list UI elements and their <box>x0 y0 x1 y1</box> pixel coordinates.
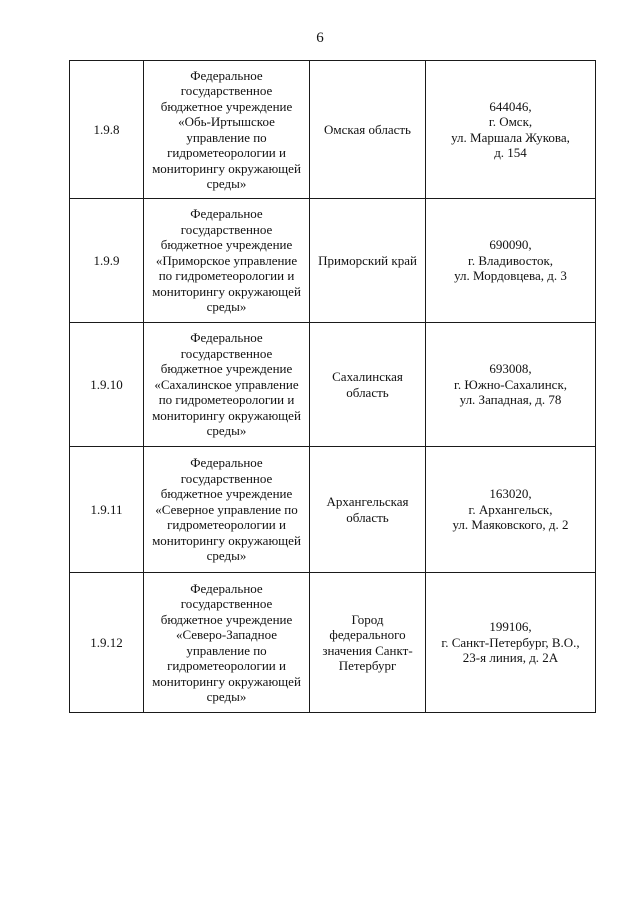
organization-line: гидрометеорологии и <box>167 517 286 533</box>
table-row <box>70 447 596 573</box>
address-cell <box>426 447 596 573</box>
address-line: г. Омск, <box>488 114 533 129</box>
organization-line: гидрометеорологии и <box>167 658 286 673</box>
row-number-cell: 1.9.11 <box>70 447 144 573</box>
region-line: область <box>346 384 389 400</box>
organization-line: государственное <box>180 221 273 237</box>
region-line: Приморский край <box>318 252 417 268</box>
organization-cell <box>144 61 310 199</box>
address-line: 23-я линия, д. 2А <box>462 650 559 666</box>
organization-line: Федеральное <box>190 330 263 346</box>
address-line: г. Санкт-Петербург, В.О., <box>441 634 580 650</box>
address-line: ул. Западная, д. 78 <box>459 392 562 408</box>
organization-line: «Обь-Иртышское <box>178 114 275 129</box>
address-line: 690090, <box>489 237 532 253</box>
organization-line: бюджетное учреждение <box>160 361 293 377</box>
organization-line: Федеральное <box>190 455 263 471</box>
region-line: Сахалинская <box>332 369 403 384</box>
organization-line: «Северное управление по <box>155 501 298 517</box>
address-line: д. 154 <box>494 145 527 160</box>
row-number-cell: 1.9.10 <box>70 323 144 447</box>
organization-line: мониторингу окружающей <box>152 673 301 689</box>
address-line: 644046, <box>489 98 532 114</box>
region-line: Петербург <box>338 658 397 673</box>
table-row <box>70 323 596 447</box>
row-number-cell: 1.9.9 <box>70 199 144 323</box>
organization-line: по гидрометеорологии и <box>158 392 295 408</box>
organization-line: «Приморское управление <box>155 252 298 268</box>
address-line: г. Архангельск, <box>468 501 553 517</box>
organization-line: мониторингу окружающей <box>152 160 301 176</box>
organization-line: среды» <box>206 176 247 191</box>
organization-cell <box>144 323 310 447</box>
organization-line: мониторингу окружающей <box>152 532 301 548</box>
region-cell <box>310 199 426 323</box>
organization-line: бюджетное учреждение <box>160 611 293 627</box>
organization-line: Федеральное <box>190 67 263 83</box>
organization-line: Федеральное <box>190 580 263 596</box>
organization-line: государственное <box>180 345 273 361</box>
address-cell <box>426 323 596 447</box>
address-line: ул. Маршала Жукова, <box>451 129 570 145</box>
organizations-table <box>69 60 596 713</box>
region-line: значения Санкт- <box>322 642 413 658</box>
organization-line: среды» <box>206 423 247 439</box>
organization-line: мониторингу окружающей <box>152 283 301 299</box>
address-cell <box>426 199 596 323</box>
organization-line: управление по <box>186 129 267 145</box>
region-line: Архангельская <box>326 494 409 509</box>
table-row <box>70 61 596 199</box>
table-row <box>70 199 596 323</box>
address-line: г. Южно-Сахалинск, <box>453 376 568 392</box>
table-body <box>70 61 596 713</box>
region-cell <box>310 61 426 199</box>
page-number: 6 <box>316 30 324 46</box>
organization-line: среды» <box>206 299 247 315</box>
organization-line: среды» <box>206 689 247 704</box>
address-line: г. Владивосток, <box>467 252 554 268</box>
region-cell <box>310 573 426 713</box>
region-line: Город <box>351 611 384 627</box>
organization-line: государственное <box>180 470 273 486</box>
region-line: федерального <box>329 627 406 642</box>
organization-line: гидрометеорологии и <box>167 145 286 160</box>
address-line: ул. Маяковского, д. 2 <box>452 517 569 533</box>
row-number-cell: 1.9.12 <box>70 573 144 713</box>
table-row <box>70 573 596 713</box>
address-line: ул. Мордовцева, д. 3 <box>454 268 567 284</box>
region-cell <box>310 323 426 447</box>
organization-line: бюджетное учреждение <box>160 237 293 253</box>
organization-cell <box>144 573 310 713</box>
organization-line: государственное <box>180 83 273 98</box>
organization-cell <box>144 447 310 573</box>
region-line: Омская область <box>324 121 411 137</box>
organization-line: Федеральное <box>190 206 263 222</box>
organization-line: по гидрометеорологии и <box>158 268 295 284</box>
organization-line: бюджетное учреждение <box>160 98 293 114</box>
organization-line: управление по <box>186 642 267 658</box>
address-line: 199106, <box>489 619 532 635</box>
address-line: 163020, <box>489 486 532 502</box>
organization-line: «Сахалинское управление <box>154 376 299 392</box>
organization-cell <box>144 199 310 323</box>
address-line: 693008, <box>489 361 532 377</box>
organization-line: «Северо-Западное <box>175 627 278 642</box>
organization-line: бюджетное учреждение <box>160 486 293 502</box>
organization-line: среды» <box>206 548 247 564</box>
address-cell <box>426 573 596 713</box>
region-line: область <box>346 509 389 525</box>
row-number-cell: 1.9.8 <box>70 61 144 199</box>
address-cell <box>426 61 596 199</box>
organization-line: государственное <box>180 596 273 611</box>
organization-line: мониторингу окружающей <box>152 407 301 423</box>
region-cell <box>310 447 426 573</box>
